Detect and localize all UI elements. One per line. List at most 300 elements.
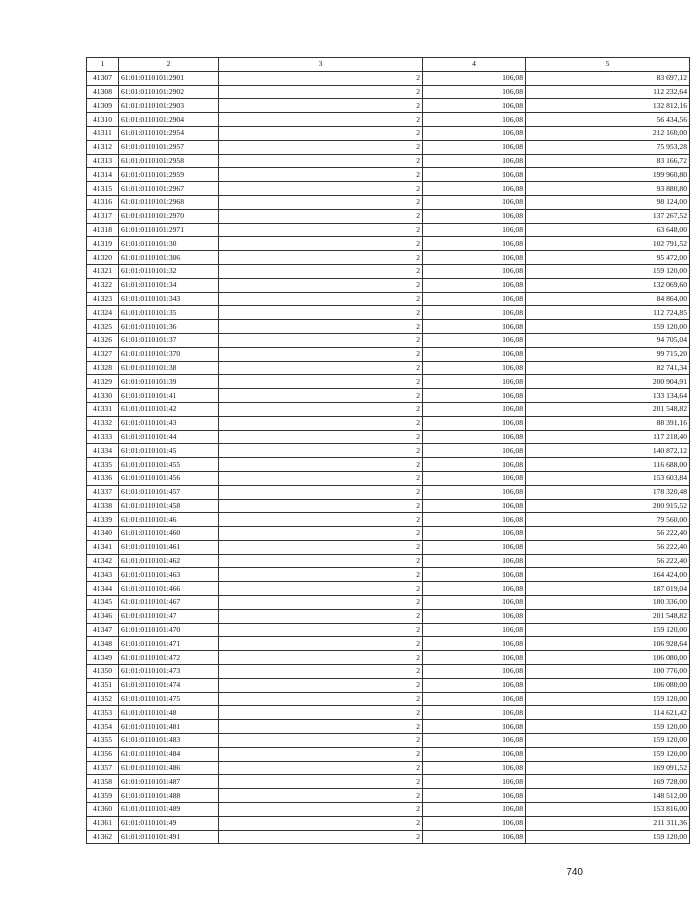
column-4-cell: 106,08: [423, 140, 526, 154]
row-number-cell: 41315: [87, 182, 119, 196]
column-4-cell: 106,08: [423, 747, 526, 761]
cadastral-number-cell: 61:01:0110101:32: [119, 264, 219, 278]
table-row: [87, 278, 690, 292]
row-number-cell: 41332: [87, 416, 119, 430]
column-4-cell: 106,08: [423, 85, 526, 99]
cadastral-number-cell: 61:01:0110101:2967: [119, 182, 219, 196]
row-number-cell: 41327: [87, 347, 119, 361]
column-4-cell: 106,08: [423, 333, 526, 347]
value-cell: 98 124,00: [526, 195, 690, 209]
column-3-cell: 2: [219, 444, 423, 458]
row-number-cell: 41311: [87, 126, 119, 140]
value-cell: 148 512,00: [526, 789, 690, 803]
row-number-cell: 41322: [87, 278, 119, 292]
column-3-cell: 2: [219, 168, 423, 182]
value-cell: 140 872,12: [526, 444, 690, 458]
column-4-cell: 106,08: [423, 734, 526, 748]
column-3-cell: 2: [219, 789, 423, 803]
cadastral-number-cell: 61:01:0110101:488: [119, 789, 219, 803]
column-3-cell: 2: [219, 320, 423, 334]
column-3-cell: 2: [219, 113, 423, 127]
value-cell: 56 434,56: [526, 113, 690, 127]
column-header-2: 2: [119, 58, 219, 72]
value-cell: 132 812,16: [526, 99, 690, 113]
table-row: [87, 333, 690, 347]
row-number-cell: 41342: [87, 554, 119, 568]
cadastral-number-cell: 61:01:0110101:45: [119, 444, 219, 458]
column-3-cell: 2: [219, 775, 423, 789]
row-number-cell: 41362: [87, 830, 119, 844]
row-number-cell: 41307: [87, 71, 119, 85]
cadastral-number-cell: 61:01:0110101:44: [119, 430, 219, 444]
table-row: [87, 140, 690, 154]
column-4-cell: 106,08: [423, 168, 526, 182]
row-number-cell: 41336: [87, 471, 119, 485]
row-number-cell: 41344: [87, 582, 119, 596]
column-header-5: 5: [526, 58, 690, 72]
cadastral-number-cell: 61:01:0110101:49: [119, 816, 219, 830]
value-cell: 56 222,40: [526, 554, 690, 568]
row-number-cell: 41337: [87, 485, 119, 499]
row-number-cell: 41320: [87, 251, 119, 265]
cadastral-number-cell: 61:01:0110101:2954: [119, 126, 219, 140]
value-cell: 180 336,00: [526, 596, 690, 610]
table-row: [87, 568, 690, 582]
cadastral-number-cell: 61:01:0110101:484: [119, 747, 219, 761]
value-cell: 63 648,00: [526, 223, 690, 237]
column-3-cell: 2: [219, 692, 423, 706]
value-cell: 83 166,72: [526, 154, 690, 168]
column-3-cell: 2: [219, 830, 423, 844]
row-number-cell: 41317: [87, 209, 119, 223]
column-4-cell: 106,08: [423, 306, 526, 320]
column-4-cell: 106,08: [423, 251, 526, 265]
cadastral-number-cell: 61:01:0110101:43: [119, 416, 219, 430]
column-3-cell: 2: [219, 71, 423, 85]
row-number-cell: 41308: [87, 85, 119, 99]
table-row: [87, 471, 690, 485]
column-3-cell: 2: [219, 485, 423, 499]
table-row: [87, 554, 690, 568]
column-3-cell: 2: [219, 292, 423, 306]
column-3-cell: 2: [219, 540, 423, 554]
value-cell: 75 953,28: [526, 140, 690, 154]
column-4-cell: 106,08: [423, 609, 526, 623]
table-row: [87, 747, 690, 761]
row-number-cell: 41347: [87, 623, 119, 637]
row-number-cell: 41351: [87, 678, 119, 692]
column-3-cell: 2: [219, 582, 423, 596]
column-4-cell: 106,08: [423, 554, 526, 568]
row-number-cell: 41345: [87, 596, 119, 610]
cadastral-number-cell: 61:01:0110101:30: [119, 237, 219, 251]
value-cell: 159 120,00: [526, 320, 690, 334]
table-row: [87, 761, 690, 775]
table-row: [87, 209, 690, 223]
cadastral-number-cell: 61:01:0110101:37: [119, 333, 219, 347]
column-3-cell: 2: [219, 375, 423, 389]
column-4-cell: 106,08: [423, 320, 526, 334]
value-cell: 88 391,16: [526, 416, 690, 430]
cadastral-number-cell: 61:01:0110101:35: [119, 306, 219, 320]
column-4-cell: 106,08: [423, 816, 526, 830]
table-row: [87, 416, 690, 430]
column-4-cell: 106,08: [423, 485, 526, 499]
row-number-cell: 41355: [87, 734, 119, 748]
table-row: [87, 444, 690, 458]
column-4-cell: 106,08: [423, 540, 526, 554]
table-row: [87, 375, 690, 389]
cadastral-number-cell: 61:01:0110101:39: [119, 375, 219, 389]
row-number-cell: 41341: [87, 540, 119, 554]
value-cell: 56 222,40: [526, 540, 690, 554]
row-number-cell: 41338: [87, 499, 119, 513]
column-3-cell: 2: [219, 140, 423, 154]
column-header-1: 1: [87, 58, 119, 72]
row-number-cell: 41359: [87, 789, 119, 803]
column-4-cell: 106,08: [423, 623, 526, 637]
column-header-4: 4: [423, 58, 526, 72]
value-cell: 200 904,91: [526, 375, 690, 389]
table-row: [87, 596, 690, 610]
table-row: [87, 237, 690, 251]
column-4-cell: 106,08: [423, 803, 526, 817]
cadastral-number-cell: 61:01:0110101:2901: [119, 71, 219, 85]
table-row: [87, 389, 690, 403]
row-number-cell: 41352: [87, 692, 119, 706]
table-body: [87, 71, 690, 844]
column-3-cell: 2: [219, 333, 423, 347]
cadastral-number-cell: 61:01:0110101:462: [119, 554, 219, 568]
cadastral-number-cell: 61:01:0110101:461: [119, 540, 219, 554]
table-row: [87, 637, 690, 651]
cadastral-number-cell: 61:01:0110101:36: [119, 320, 219, 334]
column-3-cell: 2: [219, 816, 423, 830]
value-cell: 56 222,40: [526, 527, 690, 541]
value-cell: 79 560,00: [526, 513, 690, 527]
value-cell: 117 218,40: [526, 430, 690, 444]
column-3-cell: 2: [219, 651, 423, 665]
table-row: [87, 182, 690, 196]
value-cell: 159 120,00: [526, 692, 690, 706]
row-number-cell: 41339: [87, 513, 119, 527]
value-cell: 100 776,00: [526, 665, 690, 679]
column-4-cell: 106,08: [423, 237, 526, 251]
cadastral-number-cell: 61:01:0110101:481: [119, 720, 219, 734]
column-4-cell: 106,08: [423, 126, 526, 140]
value-cell: 159 120,00: [526, 747, 690, 761]
row-number-cell: 41318: [87, 223, 119, 237]
row-number-cell: 41353: [87, 706, 119, 720]
value-cell: 169 091,52: [526, 761, 690, 775]
value-cell: 112 232,64: [526, 85, 690, 99]
table-row: [87, 830, 690, 844]
table-row: [87, 154, 690, 168]
column-4-cell: 106,08: [423, 154, 526, 168]
column-4-cell: 106,08: [423, 830, 526, 844]
column-3-cell: 2: [219, 154, 423, 168]
cadastral-number-cell: 61:01:0110101:473: [119, 665, 219, 679]
column-3-cell: 2: [219, 251, 423, 265]
cadastral-number-cell: 61:01:0110101:458: [119, 499, 219, 513]
column-3-cell: 2: [219, 99, 423, 113]
column-3-cell: 2: [219, 430, 423, 444]
value-cell: 133 134,64: [526, 389, 690, 403]
column-4-cell: 106,08: [423, 264, 526, 278]
cadastral-number-cell: 61:01:0110101:2958: [119, 154, 219, 168]
value-cell: 114 621,42: [526, 706, 690, 720]
cadastral-number-cell: 61:01:0110101:38: [119, 361, 219, 375]
column-header-3: 3: [219, 58, 423, 72]
column-4-cell: 106,08: [423, 471, 526, 485]
value-cell: 169 728,00: [526, 775, 690, 789]
column-3-cell: 2: [219, 720, 423, 734]
cadastral-number-cell: 61:01:0110101:463: [119, 568, 219, 582]
cadastral-number-cell: 61:01:0110101:2971: [119, 223, 219, 237]
table-row: [87, 85, 690, 99]
cadastral-value-table: [86, 57, 690, 844]
row-number-cell: 41349: [87, 651, 119, 665]
column-4-cell: 106,08: [423, 430, 526, 444]
row-number-cell: 41331: [87, 402, 119, 416]
column-4-cell: 106,08: [423, 223, 526, 237]
table-row: [87, 195, 690, 209]
value-cell: 159 120,00: [526, 623, 690, 637]
column-4-cell: 106,08: [423, 209, 526, 223]
cadastral-number-cell: 61:01:0110101:2968: [119, 195, 219, 209]
cadastral-number-cell: 61:01:0110101:486: [119, 761, 219, 775]
table-row: [87, 320, 690, 334]
column-4-cell: 106,08: [423, 347, 526, 361]
table-row: [87, 99, 690, 113]
row-number-cell: 41358: [87, 775, 119, 789]
row-number-cell: 41333: [87, 430, 119, 444]
cadastral-number-cell: 61:01:0110101:487: [119, 775, 219, 789]
cadastral-number-cell: 61:01:0110101:475: [119, 692, 219, 706]
table-row: [87, 347, 690, 361]
column-4-cell: 106,08: [423, 458, 526, 472]
row-number-cell: 41356: [87, 747, 119, 761]
column-3-cell: 2: [219, 195, 423, 209]
value-cell: 159 120,00: [526, 830, 690, 844]
value-cell: 95 472,00: [526, 251, 690, 265]
cadastral-number-cell: 61:01:0110101:2970: [119, 209, 219, 223]
column-3-cell: 2: [219, 361, 423, 375]
column-3-cell: 2: [219, 678, 423, 692]
table-row: [87, 430, 690, 444]
column-4-cell: 106,08: [423, 720, 526, 734]
column-3-cell: 2: [219, 306, 423, 320]
column-4-cell: 106,08: [423, 361, 526, 375]
cadastral-number-cell: 61:01:0110101:41: [119, 389, 219, 403]
row-number-cell: 41340: [87, 527, 119, 541]
table-row: [87, 623, 690, 637]
column-4-cell: 106,08: [423, 651, 526, 665]
column-3-cell: 2: [219, 389, 423, 403]
column-4-cell: 106,08: [423, 292, 526, 306]
value-cell: 82 741,34: [526, 361, 690, 375]
cadastral-number-cell: 61:01:0110101:46: [119, 513, 219, 527]
column-4-cell: 106,08: [423, 389, 526, 403]
column-3-cell: 2: [219, 734, 423, 748]
table-row: [87, 720, 690, 734]
column-4-cell: 106,08: [423, 527, 526, 541]
value-cell: 106 080,00: [526, 678, 690, 692]
table-row: [87, 264, 690, 278]
value-cell: 93 880,80: [526, 182, 690, 196]
table-row: [87, 540, 690, 554]
cadastral-number-cell: 61:01:0110101:471: [119, 637, 219, 651]
column-3-cell: 2: [219, 85, 423, 99]
column-4-cell: 106,08: [423, 71, 526, 85]
row-number-cell: 41334: [87, 444, 119, 458]
row-number-cell: 41309: [87, 99, 119, 113]
column-4-cell: 106,08: [423, 278, 526, 292]
row-number-cell: 41360: [87, 803, 119, 817]
column-4-cell: 106,08: [423, 182, 526, 196]
column-4-cell: 106,08: [423, 113, 526, 127]
cadastral-number-cell: 61:01:0110101:455: [119, 458, 219, 472]
column-3-cell: 2: [219, 747, 423, 761]
table-row: [87, 361, 690, 375]
row-number-cell: 41346: [87, 609, 119, 623]
cadastral-number-cell: 61:01:0110101:483: [119, 734, 219, 748]
table-row: [87, 678, 690, 692]
value-cell: 199 960,80: [526, 168, 690, 182]
cadastral-number-cell: 61:01:0110101:467: [119, 596, 219, 610]
page-number: 740: [566, 867, 583, 878]
column-3-cell: 2: [219, 499, 423, 513]
column-3-cell: 2: [219, 471, 423, 485]
table-row: [87, 113, 690, 127]
value-cell: 200 915,52: [526, 499, 690, 513]
cadastral-number-cell: 61:01:0110101:2904: [119, 113, 219, 127]
column-3-cell: 2: [219, 554, 423, 568]
row-number-cell: 41328: [87, 361, 119, 375]
table-row: [87, 706, 690, 720]
column-4-cell: 106,08: [423, 568, 526, 582]
row-number-cell: 41348: [87, 637, 119, 651]
column-3-cell: 2: [219, 665, 423, 679]
value-cell: 112 724,85: [526, 306, 690, 320]
cadastral-number-cell: 61:01:0110101:42: [119, 402, 219, 416]
value-cell: 164 424,00: [526, 568, 690, 582]
row-number-cell: 41314: [87, 168, 119, 182]
cadastral-number-cell: 61:01:0110101:34: [119, 278, 219, 292]
value-cell: 116 688,00: [526, 458, 690, 472]
table-row: [87, 527, 690, 541]
row-number-cell: 41357: [87, 761, 119, 775]
value-cell: 187 019,04: [526, 582, 690, 596]
column-3-cell: 2: [219, 237, 423, 251]
cadastral-number-cell: 61:01:0110101:306: [119, 251, 219, 265]
column-4-cell: 106,08: [423, 761, 526, 775]
column-4-cell: 106,08: [423, 637, 526, 651]
column-3-cell: 2: [219, 402, 423, 416]
column-3-cell: 2: [219, 527, 423, 541]
table-row: [87, 609, 690, 623]
row-number-cell: 41313: [87, 154, 119, 168]
cadastral-number-cell: 61:01:0110101:466: [119, 582, 219, 596]
row-number-cell: 41343: [87, 568, 119, 582]
row-number-cell: 41321: [87, 264, 119, 278]
table-row: [87, 71, 690, 85]
cadastral-number-cell: 61:01:0110101:457: [119, 485, 219, 499]
cadastral-number-cell: 61:01:0110101:2957: [119, 140, 219, 154]
column-4-cell: 106,08: [423, 499, 526, 513]
row-number-cell: 41324: [87, 306, 119, 320]
column-4-cell: 106,08: [423, 416, 526, 430]
row-number-cell: 41326: [87, 333, 119, 347]
column-3-cell: 2: [219, 568, 423, 582]
table-row: [87, 402, 690, 416]
cadastral-number-cell: 61:01:0110101:456: [119, 471, 219, 485]
column-3-cell: 2: [219, 609, 423, 623]
cadastral-number-cell: 61:01:0110101:470: [119, 623, 219, 637]
cadastral-number-cell: 61:01:0110101:472: [119, 651, 219, 665]
cadastral-number-cell: 61:01:0110101:491: [119, 830, 219, 844]
column-4-cell: 106,08: [423, 375, 526, 389]
row-number-cell: 41325: [87, 320, 119, 334]
value-cell: 83 697,12: [526, 71, 690, 85]
column-3-cell: 2: [219, 182, 423, 196]
table-row: [87, 485, 690, 499]
table-row: [87, 458, 690, 472]
column-3-cell: 2: [219, 623, 423, 637]
table-row: [87, 692, 690, 706]
row-number-cell: 41354: [87, 720, 119, 734]
table-row: [87, 251, 690, 265]
column-4-cell: 106,08: [423, 444, 526, 458]
column-4-cell: 106,08: [423, 665, 526, 679]
table-row: [87, 223, 690, 237]
column-3-cell: 2: [219, 126, 423, 140]
column-3-cell: 2: [219, 761, 423, 775]
value-cell: 84 864,00: [526, 292, 690, 306]
value-cell: 94 705,04: [526, 333, 690, 347]
row-number-cell: 41350: [87, 665, 119, 679]
table-row: [87, 306, 690, 320]
column-4-cell: 106,08: [423, 402, 526, 416]
column-4-cell: 106,08: [423, 596, 526, 610]
value-cell: 99 715,20: [526, 347, 690, 361]
column-3-cell: 2: [219, 637, 423, 651]
row-number-cell: 41330: [87, 389, 119, 403]
table-row: [87, 651, 690, 665]
table-row: [87, 513, 690, 527]
column-3-cell: 2: [219, 458, 423, 472]
cadastral-number-cell: 61:01:0110101:370: [119, 347, 219, 361]
value-cell: 106 080,00: [526, 651, 690, 665]
table-row: [87, 168, 690, 182]
cadastral-number-cell: 61:01:0110101:474: [119, 678, 219, 692]
value-cell: 201 548,82: [526, 609, 690, 623]
value-cell: 132 069,60: [526, 278, 690, 292]
table-row: [87, 499, 690, 513]
row-number-cell: 41319: [87, 237, 119, 251]
value-cell: 159 120,00: [526, 720, 690, 734]
table-row: [87, 665, 690, 679]
row-number-cell: 41323: [87, 292, 119, 306]
table-header-row: [87, 58, 690, 72]
row-number-cell: 41329: [87, 375, 119, 389]
column-4-cell: 106,08: [423, 775, 526, 789]
cadastral-number-cell: 61:01:0110101:489: [119, 803, 219, 817]
column-4-cell: 106,08: [423, 582, 526, 596]
cadastral-number-cell: 61:01:0110101:2959: [119, 168, 219, 182]
value-cell: 212 160,00: [526, 126, 690, 140]
column-4-cell: 106,08: [423, 678, 526, 692]
